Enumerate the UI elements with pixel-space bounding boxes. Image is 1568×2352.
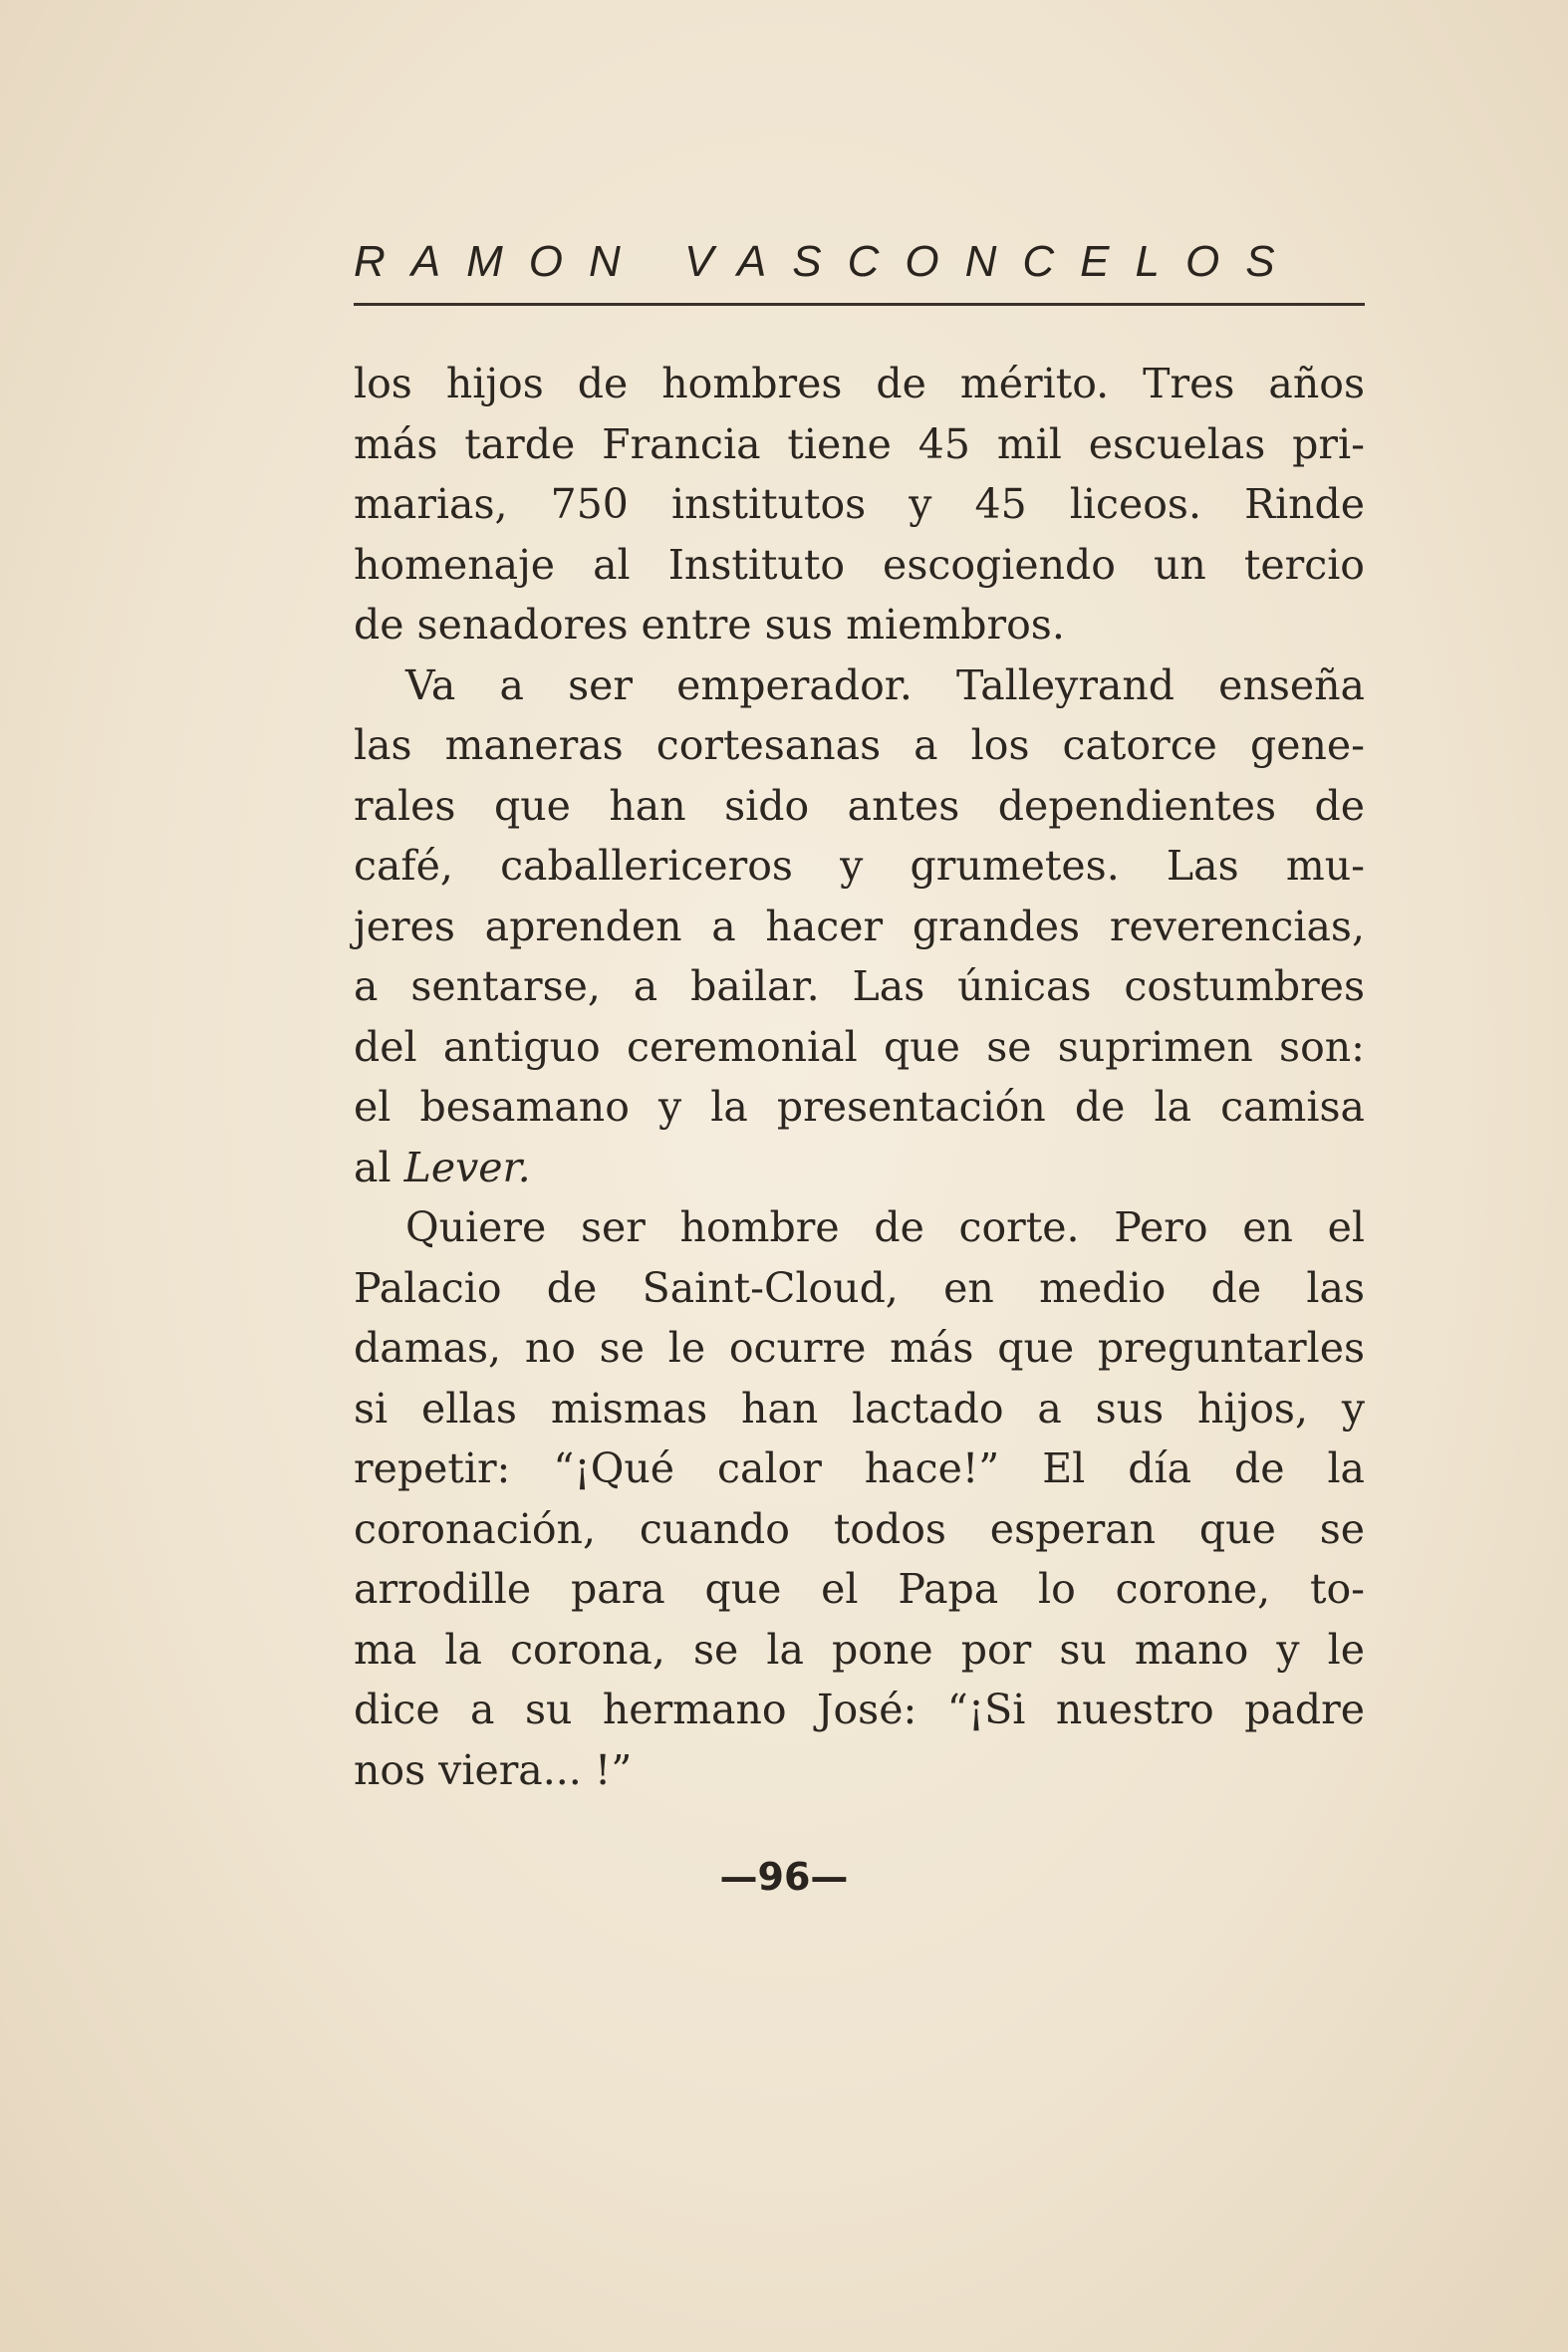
- text-line: arrodille para que el Papa lo corone, to-: [354, 1565, 1365, 1613]
- text-line: café, caballericeros y grumetes. Las mu-: [354, 842, 1365, 890]
- header-rule: [354, 303, 1365, 306]
- text-line: damas, no se le ocurre más que preguntarles: [354, 1324, 1365, 1372]
- running-head: RAMON VASCONCELOS: [354, 237, 1301, 286]
- text-line: si ellas mismas han lactado a sus hijos, y: [354, 1384, 1365, 1433]
- text-line: del antiguo ceremonial que se suprimen son:: [354, 1022, 1365, 1071]
- text-line: más tarde Francia tiene 45 mil escuelas pri-: [354, 419, 1365, 468]
- body-text: [354, 354, 1365, 1800]
- text-line: [354, 1138, 1365, 1198]
- text-line: dice a su hermano José: “¡Si nuestro padre: [354, 1686, 1365, 1733]
- text-line: repetir: “¡Qué calor hace!” El día de la: [354, 1444, 1365, 1492]
- italic-word: Lever.: [403, 1143, 531, 1191]
- text-line: a sentarse, a bailar. Las únicas costumbres: [354, 962, 1365, 1010]
- text-line: los hijos de hombres de mérito. Tres años: [354, 360, 1365, 407]
- text-line: rales que han sido antes dependientes de: [354, 781, 1365, 830]
- text-line: Palacio de Saint-Cloud, en medio de las: [354, 1263, 1365, 1312]
- text-line: las maneras cortesanas a los catorce gene-: [354, 721, 1365, 769]
- text-line: Va a ser emperador. Talleyrand enseña: [405, 660, 1365, 709]
- text-line: ma la corona, se la pone por su mano y le: [354, 1625, 1365, 1674]
- text-line: homenaje al Instituto escogiendo un tercio: [354, 540, 1365, 589]
- text-line: coronación, cuando todos esperan que se: [354, 1504, 1365, 1553]
- page-number: —96—: [719, 1855, 849, 1899]
- text-line: de senadores entre sus miembros.: [354, 601, 1065, 649]
- text-line: jeres aprenden a hacer grandes reverencias,: [354, 902, 1365, 950]
- text-line: Quiere ser hombre de corte. Pero en el: [405, 1203, 1365, 1251]
- text-fragment: al: [354, 1143, 404, 1191]
- text-line: el besamano y la presentación de la camisa: [354, 1083, 1365, 1131]
- text-line: marias, 750 institutos y 45 liceos. Rinde: [354, 480, 1365, 528]
- text-line: nos viera... !”: [354, 1745, 633, 1794]
